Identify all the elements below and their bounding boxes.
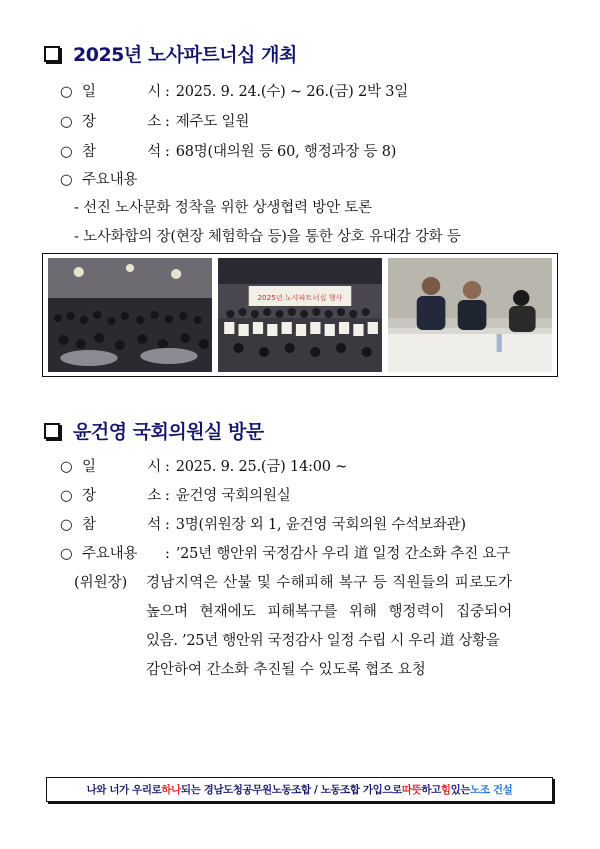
circle-bullet-icon: ○ (60, 84, 73, 100)
circle-bullet-icon: ○ (60, 144, 73, 160)
s1-item-1: - 선진 노사문화 정착을 위한 상생협력 방안 토론 (74, 200, 372, 216)
circle-bullet-icon: ○ (60, 488, 73, 504)
s2-attend-row: ○ 참 석 : 3명(위원장 외 1, 윤건영 국회의원 수석보좌관) (60, 513, 466, 534)
s2-content-line5: 감안하여 간소화 추진될 수 있도록 협조 요청 (146, 662, 426, 678)
s1-content-row (60, 168, 137, 189)
s2-content-line1: ’25년 행안위 국정감사 우리 道 일정 간소화 추진 요구 (175, 546, 511, 562)
s2-place-value: 윤건영 국회의원실 (175, 488, 291, 504)
checkbox-square-icon (44, 46, 60, 62)
section2-title-text: 윤건영 국회의원실 방문 (73, 421, 264, 443)
s1-item-2: - 노사화합의 장(현장 체험학습 등)을 통한 상호 유대감 강화 등 (74, 229, 461, 245)
s2-content-line4: 있음. ’25년 행안위 국정감사 일정 수립 시 우리 道 상황을 (146, 633, 500, 649)
s1-date-row: ○ 일 시 : 2025. 9. 24.(수) ~ 26.(금) 2박 3일 (60, 80, 408, 101)
circle-bullet-icon: ○ (60, 114, 73, 130)
s2-place-row: ○ 장 소 : 윤건영 국회의원실 (60, 484, 291, 505)
s2-content-line3: 높으며 현재에도 피해복구를 위해 행정력이 집중되어 (146, 604, 513, 620)
s2-attend-value: 3명(위원장 외 1, 윤건영 국회의원 수석보좌관) (175, 517, 466, 533)
s1-place-value: 제주도 일원 (175, 114, 250, 130)
circle-bullet-icon: ○ (60, 517, 73, 533)
footer-slogan: 나와 너가 우리로 하나 되는 경남도청공무원노동조합 / 노동조합 가입으로 따뜻 하고 힘 있는 노조 건설 (46, 777, 553, 802)
s2-content-line2: 경남지역은 산불 및 수해피해 복구 등 직원들의 피로도가 (146, 575, 513, 591)
circle-bullet-icon: ○ (60, 459, 73, 475)
s2-attend-label: 참 석 (82, 517, 161, 533)
s1-place-label: 장 소 (82, 114, 161, 130)
s1-attend-value: 68명(대의원 등 60, 행정과장 등 8) (175, 144, 397, 160)
circle-bullet-icon: ○ (60, 172, 73, 188)
event-photo-3 (388, 258, 552, 372)
s1-place-row: ○ 장 소 : 제주도 일원 (60, 110, 249, 131)
s2-date-row: ○ 일 시 : 2025. 9. 25.(금) 14:00 ~ (60, 455, 347, 476)
section2-title (44, 417, 264, 444)
s2-content-label: 주요내용 (82, 546, 138, 562)
s2-content-row: ○ 주요내용 : ’25년 행안위 국정감사 우리 道 일정 간소화 추진 요구 (60, 542, 510, 563)
section1-title-text: 2025년 노사파트너십 개최 (73, 44, 297, 66)
s1-date-label: 일 시 (82, 84, 161, 100)
s2-date-label: 일 시 (82, 459, 161, 475)
circle-bullet-icon: ○ (60, 546, 73, 562)
banner-text: 2025년 노사파트너십 행사 (257, 293, 343, 302)
s2-speaker: (위원장) (74, 575, 128, 591)
event-photo-1 (48, 258, 212, 372)
event-photo-2 (218, 258, 382, 372)
s1-attend-label: 참 석 (82, 144, 161, 160)
s1-attend-row: ○ 참 석 : 68명(대의원 등 60, 행정과장 등 8) (60, 140, 396, 161)
checkbox-square-icon (44, 423, 60, 439)
section1-title (44, 40, 297, 67)
photo-strip (42, 253, 558, 377)
s2-place-label: 장 소 (82, 488, 161, 504)
s2-date-value: 2025. 9. 25.(금) 14:00 ~ (175, 459, 348, 475)
s1-content-label: 주요내용 (82, 172, 138, 188)
s1-date-value: 2025. 9. 24.(수) ~ 26.(금) 2박 3일 (175, 84, 409, 100)
